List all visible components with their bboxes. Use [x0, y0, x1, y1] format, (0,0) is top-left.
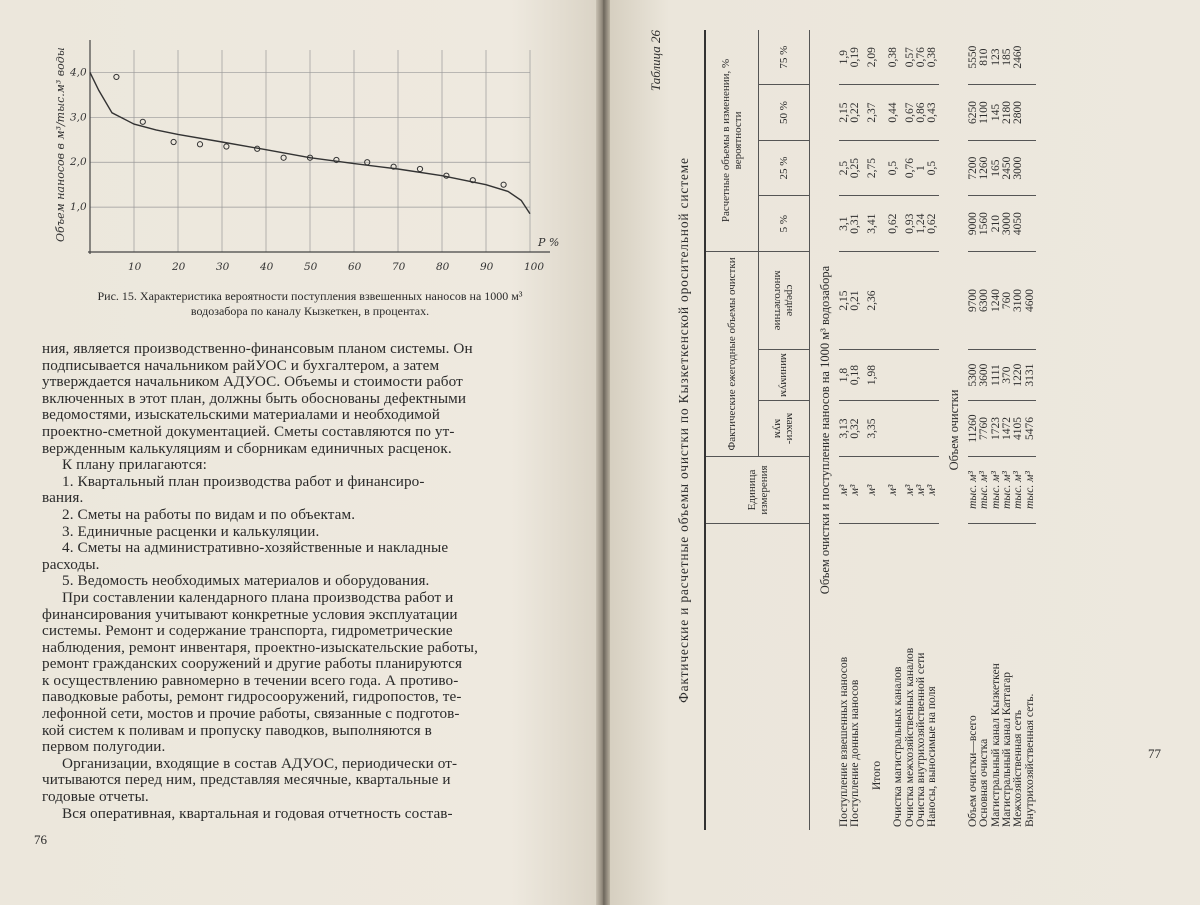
- row-value: 0,76: [916, 30, 927, 85]
- row-value: 2800: [1013, 85, 1024, 141]
- row-value: 5550: [968, 30, 979, 85]
- row-value: 6300: [979, 251, 990, 349]
- col-p50-header: 50 %: [759, 85, 810, 141]
- section-heading-2: Объем очистки: [946, 389, 961, 471]
- row-value: 0,31: [850, 196, 861, 252]
- row-value: [905, 401, 916, 457]
- x-tick-label: 10: [128, 261, 142, 273]
- text-line: паводковые работы, ремонт гидросооружений, гидропостов, те-: [42, 688, 462, 706]
- col-min-header: минимум: [759, 350, 810, 401]
- row-value: [905, 251, 916, 349]
- row-value: [1025, 30, 1036, 85]
- x-tick-label: 30: [216, 261, 230, 273]
- row-value: 0,22: [850, 85, 861, 141]
- table-row: [1025, 30, 1036, 830]
- data-point: [224, 144, 229, 149]
- col-fact-header: Фактические ежегодные объемы очистки: [705, 251, 759, 456]
- row-value: 0,18: [850, 350, 861, 401]
- row-value: 1240: [991, 251, 1002, 349]
- row-value: 0,5: [883, 140, 904, 196]
- row-value: 1260: [979, 140, 990, 196]
- row-value: 3000: [1002, 196, 1013, 252]
- row-value: 0,38: [883, 30, 904, 85]
- row-unit: тыс. м³: [979, 457, 990, 524]
- row-value: [883, 350, 904, 401]
- row-value: 2,36: [862, 251, 883, 349]
- row-name: Межхозяйственная сеть: [1012, 710, 1025, 827]
- row-value: 185: [1002, 30, 1013, 85]
- list-item: 1. Квартальный план производства работ и финансиро-: [62, 472, 425, 490]
- row-unit: м³: [862, 457, 883, 524]
- row-value: 3,35: [862, 401, 883, 457]
- section-heading-1: Объем очистки и поступление наносов на 1000 м³ водозабора: [818, 265, 832, 595]
- x-tick-label: 40: [260, 261, 274, 273]
- row-name: Очистка межхозяйственных каналов: [903, 647, 916, 827]
- row-value: 370: [1002, 350, 1013, 401]
- row-value: [916, 401, 927, 457]
- list-item: 3. Единичные расценки и калькуляции.: [62, 522, 320, 540]
- row-value: 7200: [968, 140, 979, 196]
- row-name: Магистральный канал Кызкеткен: [989, 663, 1002, 827]
- cleaning-volumes-table: [704, 30, 1036, 830]
- row-value: 0,38: [927, 30, 938, 85]
- list-item: расходы.: [42, 555, 100, 573]
- col-max-header: макси-мум: [759, 401, 810, 457]
- row-value: 0,76: [905, 140, 916, 196]
- row-unit: м³: [850, 457, 861, 524]
- row-value: 2,15: [839, 85, 850, 141]
- row-value: [905, 350, 916, 401]
- table-row: [850, 30, 861, 830]
- row-value: 810: [979, 30, 990, 85]
- col-unit-header: Единица измерения: [705, 457, 810, 524]
- text-line: финансирования учитывают конкретные условия эксплуатации: [42, 605, 458, 623]
- row-name: Магистральный канал Каттагар: [1001, 671, 1014, 827]
- list-intro: К плану прилагаются:: [62, 456, 207, 474]
- row-value: 0,86: [916, 85, 927, 141]
- text-line: включенных в этот план, должны быть обоснованы дефектными: [42, 389, 467, 407]
- text-line: читываются перед ним, представляя месячные, квартальные и: [42, 771, 451, 789]
- x-tick-label: 90: [480, 261, 494, 273]
- row-unit: тыс. м³: [968, 457, 979, 524]
- row-value: 1723: [991, 401, 1002, 457]
- col-p25-header: 25 %: [759, 140, 810, 196]
- x-tick-label: 70: [392, 261, 406, 273]
- row-value: [883, 251, 904, 349]
- x-tick-label: 20: [172, 261, 186, 273]
- page-number-left: 76: [34, 832, 47, 847]
- text-line: Организации, входящие в состав АДУОС, периодически от-: [62, 754, 458, 772]
- list-item: 2. Сметы на работы по видам и по объектам.: [62, 505, 356, 523]
- col-avg-header: средне многолетние: [759, 251, 810, 349]
- row-value: 0,21: [850, 251, 861, 349]
- row-value: 4050: [1013, 196, 1024, 252]
- col-p5-header: 5 %: [759, 196, 810, 252]
- y-tick-label: 3,0: [70, 111, 87, 124]
- y-tick-label: 2,0: [70, 156, 87, 169]
- row-value: 7760: [979, 401, 990, 457]
- row-value: 9700: [968, 251, 979, 349]
- row-value: 1,24: [916, 196, 927, 252]
- row-unit: тыс. м³: [1025, 457, 1036, 524]
- row-value: 2,75: [862, 140, 883, 196]
- x-tick-label: 80: [436, 261, 450, 273]
- data-point: [114, 74, 119, 79]
- figure-caption: Рис. 15. Характеристика вероятности поступления взвешенных наносов на 1000 м³ водозабора по каналу Кызкеткен, в процентах.: [97, 289, 523, 318]
- row-value: 0,62: [883, 196, 904, 252]
- row-unit: м³: [916, 457, 927, 524]
- x-tick-label: 60: [348, 261, 362, 273]
- row-value: 1100: [979, 85, 990, 141]
- text-line: вержденным калькуляциям и сборникам единичных расценок.: [42, 439, 452, 457]
- row-value: 0,5: [927, 140, 938, 196]
- row-value: 3,13: [839, 401, 850, 457]
- row-value: 3000: [1013, 140, 1024, 196]
- data-point: [171, 139, 176, 144]
- y-tick-label: 1,0: [70, 201, 87, 214]
- row-unit: м³: [883, 457, 904, 524]
- col-name-header: [705, 524, 810, 831]
- col-p75-header: 75 %: [759, 30, 810, 85]
- text-line: к осуществлению равномерно в течении всего года. А противо-: [42, 671, 459, 689]
- page-number-right: 77: [1148, 746, 1161, 761]
- row-unit: тыс. м³: [1013, 457, 1024, 524]
- row-name: Очистка магистральных каналов: [892, 666, 905, 827]
- row-value: 11260: [968, 401, 979, 457]
- list-item: 5. Ведомость необходимых материалов и оборудования.: [62, 572, 430, 590]
- col-calc-header: Расчетные объемы в изменении, % вероятности: [705, 30, 759, 251]
- row-value: [927, 350, 938, 401]
- chart-svg: [40, 30, 560, 292]
- row-value: 0,44: [883, 85, 904, 141]
- row-value: 1,98: [862, 350, 883, 401]
- row-name: Очистка внутрихозяйственной сети: [915, 652, 928, 827]
- text-line: утверждается начальником АДУОС. Объемы и стоимости работ: [42, 373, 463, 391]
- text-line: первом полугодии.: [42, 738, 166, 756]
- row-value: 0,62: [927, 196, 938, 252]
- row-value: 5476: [1025, 401, 1036, 457]
- data-point: [417, 166, 422, 171]
- text-line: наблюдения, ремонт инвентаря, проектно-изыскательские работы,: [42, 638, 478, 656]
- row-name: Внутрихозяйственная сеть.: [1023, 693, 1036, 827]
- row-value: 1111: [991, 350, 1002, 401]
- y-tick-label: 4,0: [70, 66, 87, 79]
- row-value: 9000: [968, 196, 979, 252]
- row-value: 1220: [1013, 350, 1024, 401]
- table-row: [862, 30, 883, 830]
- row-value: [1025, 85, 1036, 141]
- data-point: [281, 155, 286, 160]
- text-line: лефонной сети, мостов и прочие работы, связанные с подготов-: [42, 705, 460, 723]
- row-value: [927, 251, 938, 349]
- row-value: 123: [991, 30, 1002, 85]
- row-value: 0,43: [927, 85, 938, 141]
- row-value: 165: [991, 140, 1002, 196]
- text-line: кой систем к поливам и пропуску паводков, выполняются в: [42, 721, 432, 739]
- row-name: Итого: [870, 760, 883, 790]
- text-line: годовые отчеты.: [42, 788, 149, 806]
- row-name: Поступление донных наносов: [849, 679, 862, 827]
- row-value: 1,8: [839, 350, 850, 401]
- list-item: вания.: [42, 489, 84, 507]
- list-item: 4. Сметы на административно-хозяйственные и накладные: [62, 539, 449, 557]
- row-value: 2,15: [839, 251, 850, 349]
- body-text: [42, 341, 552, 822]
- row-unit: м³: [839, 457, 850, 524]
- data-point: [501, 182, 506, 187]
- row-name: Объем очистки—всего: [966, 715, 979, 827]
- text-line: При составлении календарного плана производства работ и: [62, 588, 454, 606]
- table-row: [979, 30, 990, 830]
- table-row: [927, 30, 938, 830]
- row-value: 0,19: [850, 30, 861, 85]
- row-value: 3100: [1013, 251, 1024, 349]
- row-value: 0,93: [905, 196, 916, 252]
- text-line: подписывается начальником райУОС и бухгалтером, а затем: [42, 356, 440, 374]
- table-title: Фактические и расчетные объемы очистки по Кызкеткенской оросительной системе: [676, 157, 691, 703]
- row-value: 2,5: [839, 140, 850, 196]
- x-tick-label: 100: [524, 261, 545, 273]
- x-tick-label: 50: [304, 261, 318, 273]
- x-axis-label: P %: [538, 236, 560, 249]
- row-value: [916, 251, 927, 349]
- row-name: Поступление взвешенных наносов: [838, 656, 850, 827]
- row-value: 0,25: [850, 140, 861, 196]
- y-axis-label: Объем наносов в м³/тыс.м³ воды: [54, 47, 67, 242]
- row-value: 760: [1002, 251, 1013, 349]
- row-value: [1025, 196, 1036, 252]
- row-value: 3,1: [839, 196, 850, 252]
- text-line: системы. Ремонт и содержание транспорта, гидрометрические: [42, 622, 453, 640]
- row-value: [916, 350, 927, 401]
- row-value: 3600: [979, 350, 990, 401]
- table-row: [883, 30, 904, 830]
- rotated-table-page: [640, 30, 1100, 830]
- row-value: [883, 401, 904, 457]
- row-unit: м³: [927, 457, 938, 524]
- probability-chart: [40, 30, 560, 292]
- text-line: Вся оперативная, квартальная и годовая отчетность состав-: [62, 804, 453, 822]
- row-value: 3131: [1025, 350, 1036, 401]
- row-value: 145: [991, 85, 1002, 141]
- text-line: ремонт гражданских сооружений и другие работы планируются: [42, 655, 463, 673]
- table-number: Таблица 26: [648, 30, 663, 92]
- row-value: 5300: [968, 350, 979, 401]
- text-line: проектно-сметной документацией. Сметы составляются по ут-: [42, 422, 455, 440]
- row-value: 1: [916, 140, 927, 196]
- row-value: 1,9: [839, 30, 850, 85]
- row-value: 4105: [1013, 401, 1024, 457]
- row-name: Основная очистка: [978, 738, 991, 827]
- data-point: [140, 119, 145, 124]
- row-value: [1025, 140, 1036, 196]
- row-value: [927, 401, 938, 457]
- row-unit: м³: [905, 457, 916, 524]
- row-value: 0,67: [905, 85, 916, 141]
- row-value: 2,09: [862, 30, 883, 85]
- row-value: 2,37: [862, 85, 883, 141]
- row-name: Наносы, выносимые на поля: [926, 686, 939, 827]
- row-value: 4600: [1025, 251, 1036, 349]
- row-value: 0,32: [850, 401, 861, 457]
- row-value: 1560: [979, 196, 990, 252]
- book-gutter: [596, 0, 610, 905]
- row-value: 210: [991, 196, 1002, 252]
- row-value: 2450: [1002, 140, 1013, 196]
- row-unit: тыс. м³: [1002, 457, 1013, 524]
- row-unit: тыс. м³: [991, 457, 1002, 524]
- row-value: 2180: [1002, 85, 1013, 141]
- data-point: [197, 142, 202, 147]
- row-value: 6250: [968, 85, 979, 141]
- row-value: 1472: [1002, 401, 1013, 457]
- row-value: 2460: [1013, 30, 1024, 85]
- text-line: ния, является производственно-финансовым планом системы. Он: [42, 340, 473, 357]
- row-value: 3,41: [862, 196, 883, 252]
- row-value: 0,57: [905, 30, 916, 85]
- text-line: ведомостями, изыскательскими материалами и необходимой: [42, 406, 440, 424]
